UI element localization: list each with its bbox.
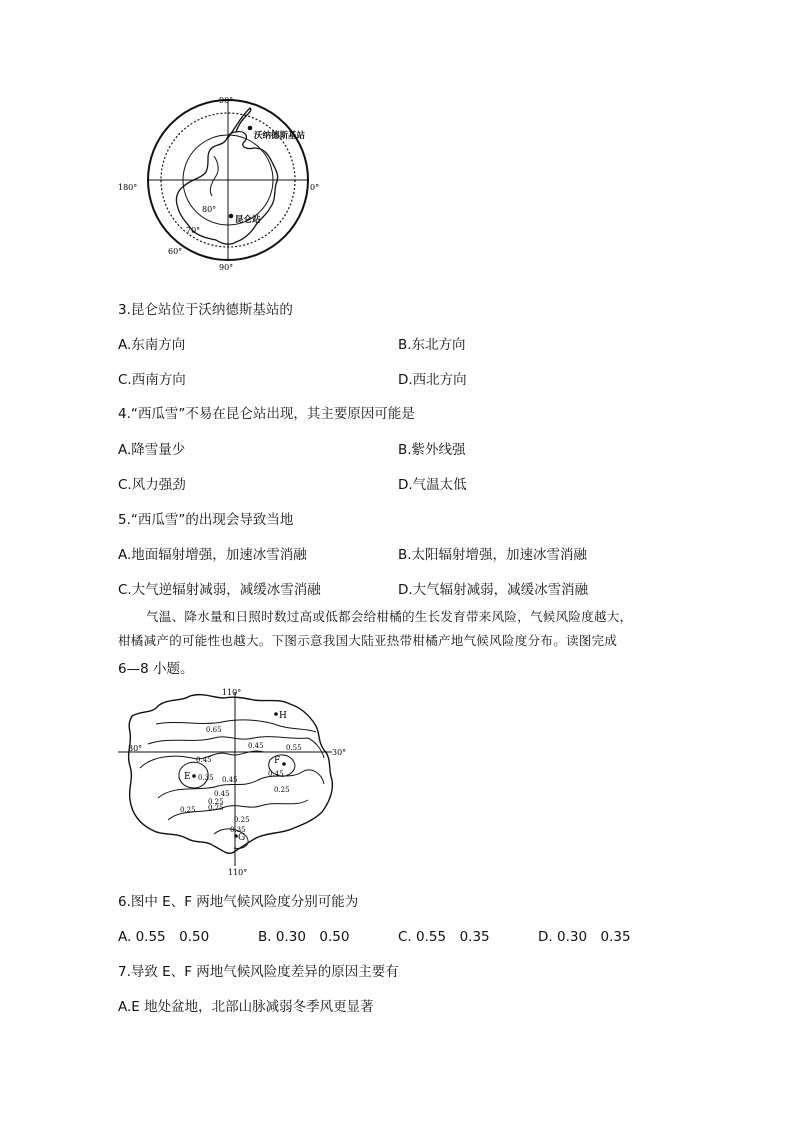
kunlun-station-dot [229, 214, 234, 219]
isoline-065 [156, 720, 316, 732]
question-5-stem: 5.“西瓜雪”的出现会导致当地 [118, 512, 294, 528]
q5-option-c[interactable]: C.大气逆辐射减弱，减缓冰雪消融 [118, 582, 321, 598]
question-7-stem: 7.导致 E、F 两地气候风险度差异的原因主要有 [118, 964, 399, 980]
value-label-11: 0.25 [180, 806, 196, 814]
label-E: E [184, 772, 191, 782]
q4-option-b[interactable]: B.紫外线强 [398, 442, 466, 458]
label-kunlun-station: 昆仑站 [235, 215, 261, 225]
label-80: 80° [202, 205, 217, 214]
q5-option-a[interactable]: A.地面辐射增强，加速冰雪消融 [118, 547, 307, 563]
label-H: H [279, 711, 287, 721]
q6-option-a[interactable]: A. 0.55 0.50 [118, 929, 210, 945]
q6-option-c[interactable]: C. 0.55 0.35 [398, 929, 490, 945]
q4-option-c[interactable]: C.风力强劲 [118, 477, 186, 493]
label-60: 60° [168, 247, 183, 256]
q3-option-a[interactable]: A.东南方向 [118, 337, 186, 353]
value-label-14: 0.35 [230, 826, 246, 834]
q4-option-d[interactable]: D.气温太低 [398, 477, 467, 493]
q7-option-a[interactable]: A.E 地处盆地，北部山脉减弱冬季风更显著 [118, 999, 374, 1015]
question-3-stem: 3.昆仑站位于沃纳德斯基站的 [118, 302, 293, 318]
vernadsky-station-dot [248, 126, 253, 131]
antarctic-peninsula [228, 108, 251, 138]
value-label-1: 0.65 [206, 726, 222, 734]
question-6-stem: 6.图中 E、F 两地气候风险度分别可能为 [118, 894, 359, 910]
value-label-12: 0.25 [234, 816, 250, 824]
label-30-right: 30° [332, 748, 347, 757]
value-label-3: 0.55 [286, 744, 302, 752]
label-F: F [274, 756, 281, 766]
q3-option-d[interactable]: D.西北方向 [398, 372, 467, 388]
label-bottom-90: 90° [219, 263, 234, 272]
point-E [192, 774, 196, 778]
label-110-top: 110° [222, 688, 242, 697]
question-4-stem: 4.“西瓜雪”不易在昆仑站出现，其主要原因可能是 [118, 406, 415, 422]
q4-option-a[interactable]: A.降雪量少 [118, 442, 186, 458]
value-label-13: 0.25 [208, 804, 224, 812]
label-110-bottom: 110° [228, 868, 248, 877]
q5-option-d[interactable]: D.大气辐射减弱，减缓冰雪消融 [398, 582, 589, 598]
point-H [274, 712, 278, 716]
value-label-5: 0.45 [268, 770, 284, 778]
value-label-6: 0.25 [208, 798, 224, 806]
q3-option-c[interactable]: C.西南方向 [118, 372, 186, 388]
value-label-9: 0.25 [274, 786, 290, 794]
intro-line-2: 柑橘减产的可能性也越大。下图示意我国大陆亚热带柑橘产地气候风险度分布。读图完成 [118, 633, 618, 648]
q6-option-d[interactable]: D. 0.30 0.35 [538, 929, 631, 945]
ice-shelf-contour [210, 156, 218, 196]
q6-option-b[interactable]: B. 0.30 0.50 [258, 929, 350, 945]
intro-line-1: 气温、降水量和日照时数过高或低都会给柑橘的生长发育带来风险，气候风险度越大， [146, 609, 633, 624]
q3-option-b[interactable]: B.东北方向 [398, 337, 466, 353]
label-top-90: 90° [219, 96, 234, 105]
label-0: 0° [310, 183, 320, 192]
label-G: G [238, 833, 246, 843]
value-label-4: 0.45 [196, 756, 212, 764]
label-180: 180° [118, 183, 138, 192]
point-F [282, 762, 286, 766]
label-70: 70° [186, 226, 201, 235]
intro-line-3: 6—8 小题。 [118, 661, 194, 677]
value-label-8: 0.35 [198, 774, 214, 782]
antarctica-map [118, 92, 338, 272]
value-label-10: 0.45 [222, 776, 238, 784]
citrus-risk-map [118, 688, 350, 878]
value-label-2: 0.45 [248, 742, 264, 750]
value-label-7: 0.45 [214, 790, 230, 798]
q5-option-b[interactable]: B.太阳辐射增强，加速冰雪消融 [398, 547, 588, 563]
label-vernadsky-station: 沃纳德斯基站 [254, 131, 306, 141]
label-30-left: 30° [128, 744, 143, 753]
